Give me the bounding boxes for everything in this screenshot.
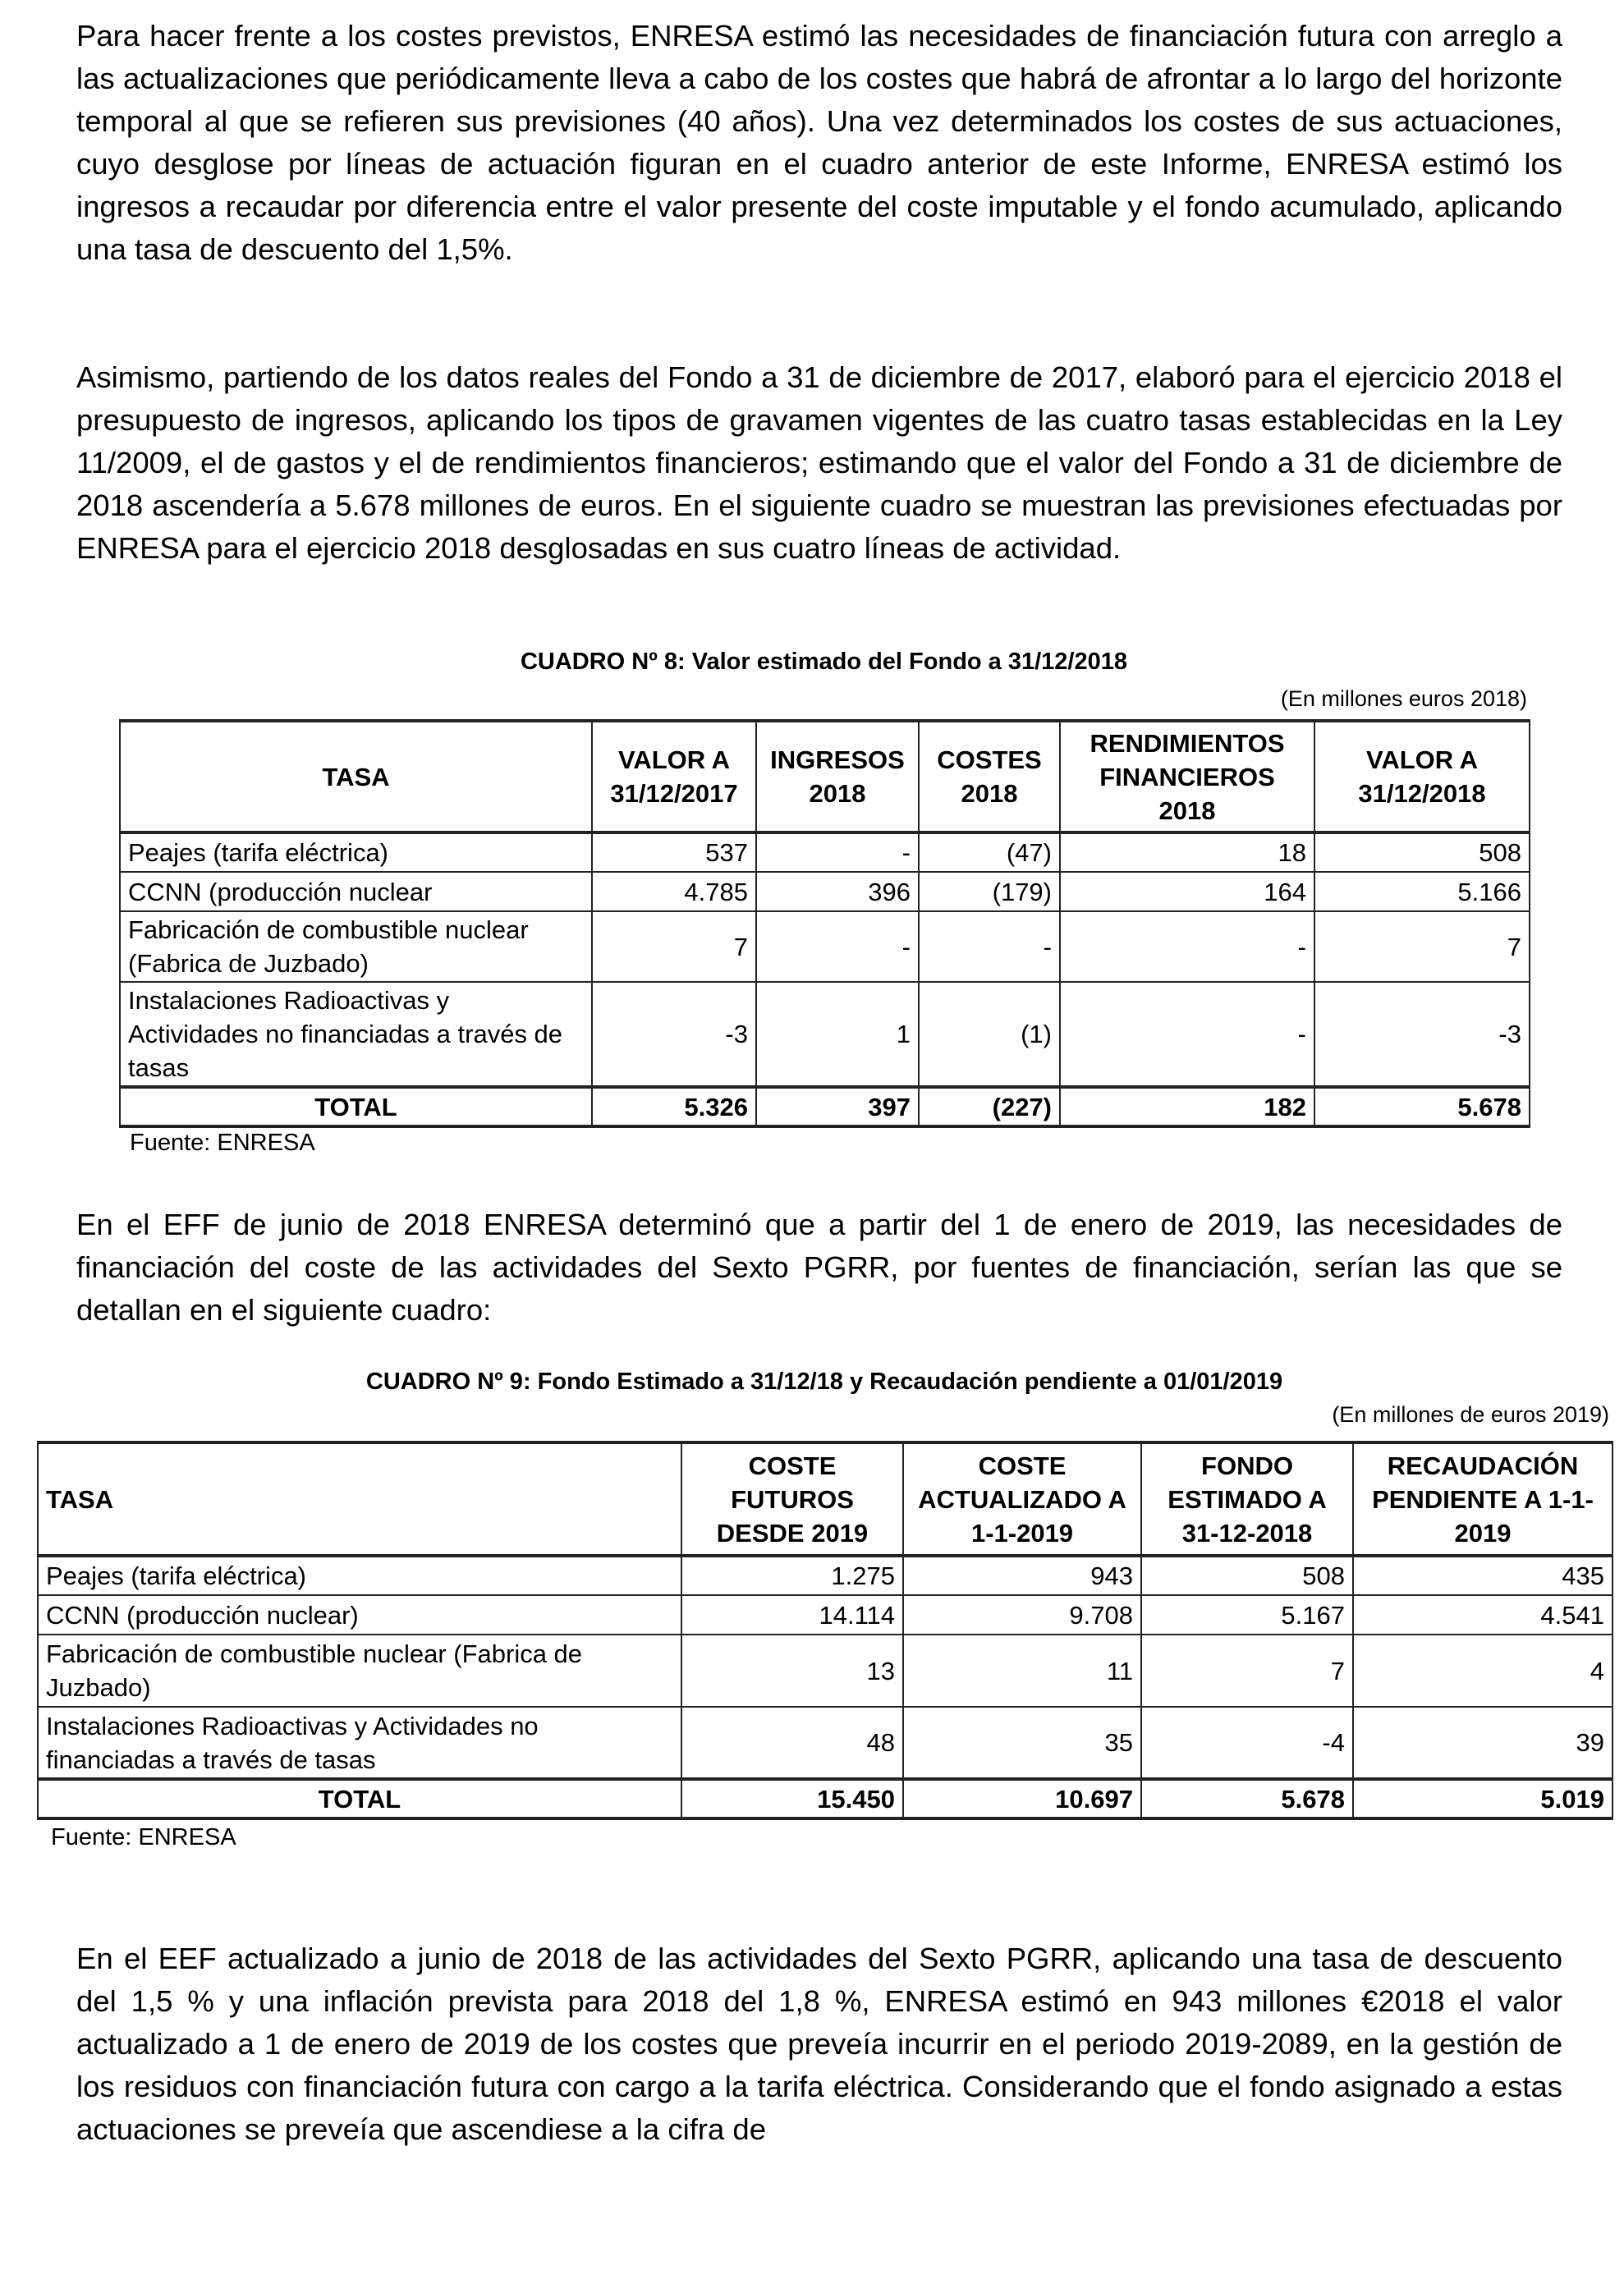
table-cell: 4.785 xyxy=(592,872,756,911)
table-cell: 15.450 xyxy=(681,1779,903,1818)
table-cell: 537 xyxy=(592,832,756,872)
table9-source: Fuente: ENRESA xyxy=(51,1824,236,1850)
table-cell: 182 xyxy=(1060,1087,1314,1126)
table-cell: CCNN (producción nuclear xyxy=(120,872,592,911)
table-cell: Instalaciones Radioactivas y Actividades no financiadas a través de tasas xyxy=(38,1707,681,1779)
table-row xyxy=(120,911,1530,982)
table8-fund-estimate xyxy=(119,719,1530,1128)
table9-caption: CUADRO Nº 9: Fondo Estimado a 31/12/18 y Recaudación pendiente a 01/01/2019 xyxy=(365,1369,1283,1395)
table9-pending-collection xyxy=(37,1441,1613,1820)
table-cell: - xyxy=(919,911,1060,982)
table-cell: 7 xyxy=(1314,911,1530,982)
table-cell: 5.167 xyxy=(1141,1595,1353,1635)
table8-header-costes: COSTES 2018 xyxy=(919,721,1060,832)
table-row xyxy=(120,872,1530,911)
table-row xyxy=(38,1595,1613,1635)
table-cell: Fabricación de combustible nuclear (Fabrica de Juzbado) xyxy=(38,1635,681,1707)
table9-unit-note: (En millones de euros 2019) xyxy=(1332,1402,1609,1427)
table8-header-rendimientos: RENDIMIENTOS FINANCIEROS 2018 xyxy=(1060,721,1314,832)
paragraph-budget-2018: Asimismo, partiendo de los datos reales del Fondo a 31 de diciembre de 2017, elaboró para el ejercicio 2018 el presupuesto de ingresos, aplicando los tipos de gravamen vigentes de las cuatro tasas establecidas en la Ley 11/2009, el de gastos y el de rendimientos financieros; estimando que el valor del Fondo a 31 de diciembre de 2018 ascendería a 5.678 millones de euros. En el siguiente cuadro se muestran las previsiones efectuadas por ENRESA para el ejercicio 2018 desglosadas en sus cuatro líneas de actividad. xyxy=(76,360,1562,565)
table-cell: - xyxy=(756,832,919,872)
table-cell: 5.326 xyxy=(592,1087,756,1126)
table8-header-tasa: TASA xyxy=(120,721,592,832)
table-cell: 18 xyxy=(1060,832,1314,872)
table-cell: 5.019 xyxy=(1353,1779,1613,1818)
table9-header-coste-actualizado: COSTE ACTUALIZADO A 1-1-2019 xyxy=(903,1442,1141,1556)
table8-header-ingresos: INGRESOS 2018 xyxy=(756,721,919,832)
table-cell: 435 xyxy=(1353,1556,1613,1595)
table9-total-row xyxy=(38,1779,1613,1818)
table-cell: 5.678 xyxy=(1141,1779,1353,1818)
table9-header-fondo-estimado: FONDO ESTIMADO A 31-12-2018 xyxy=(1141,1442,1353,1556)
table-cell: (47) xyxy=(919,832,1060,872)
table8-source: Fuente: ENRESA xyxy=(130,1130,315,1156)
table-cell: 7 xyxy=(592,911,756,982)
table8-unit-note: (En millones euros 2018) xyxy=(1280,686,1527,711)
table-cell: - xyxy=(756,911,919,982)
table-cell: 508 xyxy=(1141,1556,1353,1595)
table-cell: 4.541 xyxy=(1353,1595,1613,1635)
table-cell: 396 xyxy=(756,872,919,911)
table-cell: 943 xyxy=(903,1556,1141,1595)
table-cell: Peajes (tarifa eléctrica) xyxy=(120,832,592,872)
table-cell: TOTAL xyxy=(38,1779,681,1818)
table9-header-row xyxy=(38,1442,1613,1556)
table8-header-valor-2017: VALOR A 31/12/2017 xyxy=(592,721,756,832)
table-cell: CCNN (producción nuclear) xyxy=(38,1595,681,1635)
paragraph-eff-june-2018: En el EFF de junio de 2018 ENRESA determinó que a partir del 1 de enero de 2019, las necesidades de financiación del coste de las actividades del Sexto PGRR, por fuentes de financiación, serían las que se detallan en el siguiente cuadro: xyxy=(76,1208,1562,1327)
table-row xyxy=(38,1635,1613,1707)
table-cell: 13 xyxy=(681,1635,903,1707)
table8-header-valor-2018: VALOR A 31/12/2018 xyxy=(1314,721,1530,832)
table-row xyxy=(120,982,1530,1087)
table8-header-row xyxy=(120,721,1530,832)
table-cell: 508 xyxy=(1314,832,1530,872)
table-cell: 1 xyxy=(756,982,919,1087)
table-cell: (1) xyxy=(919,982,1060,1087)
table-cell: 5.678 xyxy=(1314,1087,1530,1126)
table-row xyxy=(38,1707,1613,1779)
table-cell: -4 xyxy=(1141,1707,1353,1779)
table-cell: 4 xyxy=(1353,1635,1613,1707)
table-cell: 397 xyxy=(756,1087,919,1126)
table-cell: Peajes (tarifa eléctrica) xyxy=(38,1556,681,1595)
table9-header-coste-futuros: COSTE FUTUROS DESDE 2019 xyxy=(681,1442,903,1556)
table-cell: 14.114 xyxy=(681,1595,903,1635)
table-cell: (227) xyxy=(919,1087,1060,1126)
table-cell: Fabricación de combustible nuclear (Fabrica de Juzbado) xyxy=(120,911,592,982)
table-cell: 35 xyxy=(903,1707,1141,1779)
table-row xyxy=(120,832,1530,872)
table-cell: (179) xyxy=(919,872,1060,911)
table8-total-row xyxy=(120,1087,1530,1126)
table-cell: 11 xyxy=(903,1635,1141,1707)
table-cell: - xyxy=(1060,982,1314,1087)
table-cell: Instalaciones Radioactivas y Actividades no financiadas a través de tasas xyxy=(120,982,592,1087)
table-cell: 9.708 xyxy=(903,1595,1141,1635)
table-cell: -3 xyxy=(1314,982,1530,1087)
paragraph-financing-needs: Para hacer frente a los costes previstos, ENRESA estimó las necesidades de financiación futura con arreglo a las actualizaciones que periódicamente lleva a cabo de los costes que habrá de afrontar a lo largo del horizonte temporal al que se refieren sus previsiones (40 años). Una vez determinados los costes de sus actuaciones, cuyo desglose por líneas de actuación figuran en el cuadro anterior de este Informe, ENRESA estimó los ingresos a recaudar por diferencia entre el valor presente del coste imputable y el fondo acumulado, aplicando una tasa de descuento del 1,5%. xyxy=(76,19,1562,266)
table-cell: 164 xyxy=(1060,872,1314,911)
table9-header-recaudacion-pendiente: RECAUDACIÓN PENDIENTE A 1-1-2019 xyxy=(1353,1442,1613,1556)
table-cell: 39 xyxy=(1353,1707,1613,1779)
table-cell: - xyxy=(1060,911,1314,982)
table8-caption: CUADRO Nº 8: Valor estimado del Fondo a 31/12/2018 xyxy=(520,649,1128,675)
table-cell: 10.697 xyxy=(903,1779,1141,1818)
table-cell: 1.275 xyxy=(681,1556,903,1595)
table-cell: TOTAL xyxy=(120,1087,592,1126)
table-cell: -3 xyxy=(592,982,756,1087)
table-row xyxy=(38,1556,1613,1595)
table-cell: 7 xyxy=(1141,1635,1353,1707)
table-cell: 48 xyxy=(681,1707,903,1779)
table-cell: 5.166 xyxy=(1314,872,1530,911)
table9-header-tasa: TASA xyxy=(38,1442,681,1556)
paragraph-eef-updated: En el EEF actualizado a junio de 2018 de las actividades del Sexto PGRR, aplicando una tasa de descuento del 1,5 % y una inflación prevista para 2018 del 1,8 %, ENRESA estimó en 943 millones €2018 el valor actualizado a 1 de enero de 2019 de los costes que preveía incurrir en el periodo 2019-2089, en la gestión de los residuos con financiación futura con cargo a la tarifa eléctrica. Considerando que el fondo asignado a estas actuaciones se preveía que ascendiese a la cifra de xyxy=(76,1942,1562,2146)
